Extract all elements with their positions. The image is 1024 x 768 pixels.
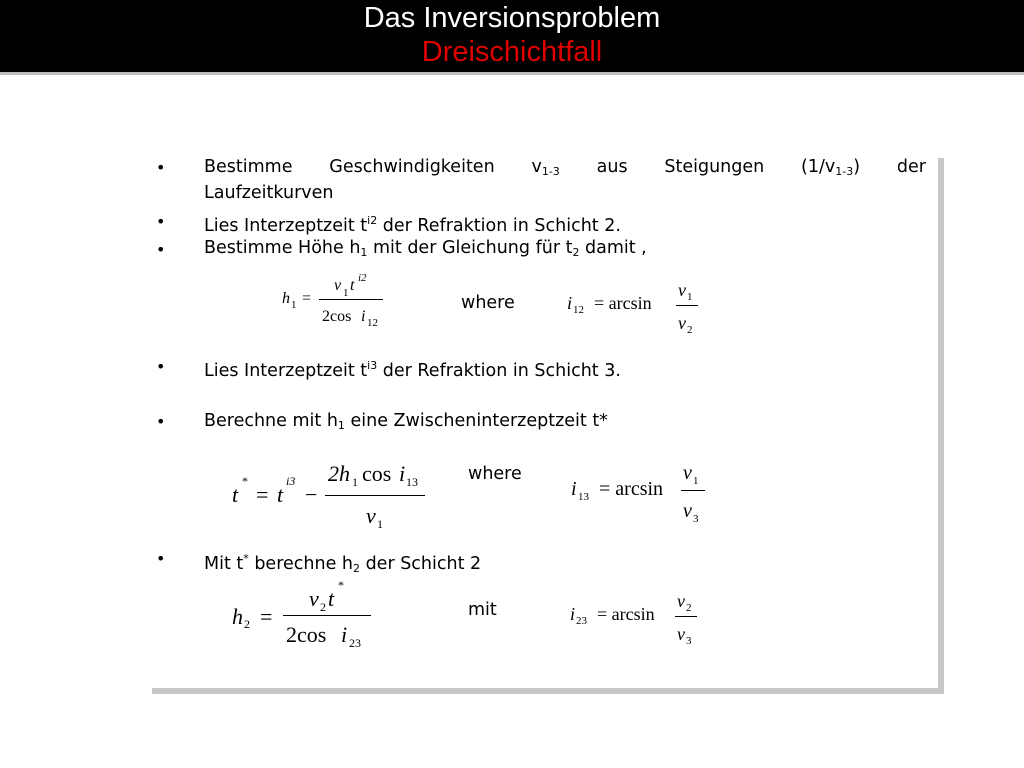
slide-subtitle: Dreischichtfall (421, 36, 603, 68)
slide-title: Das Inversionsproblem (363, 2, 661, 34)
bullet-marker: • (156, 412, 166, 431)
bullet-4: Lies Interzeptzeit $t^{i3}$ der Refraktion in Schicht 3. (204, 359, 621, 381)
bullet-6: Mit t* berechne $h_2$ der Schicht 2 (204, 552, 482, 575)
slide-header (0, 0, 1024, 72)
bullet-2: Lies Interzeptzeit $t^{i2}$ der Refraktion in Schicht 2. (204, 214, 621, 236)
where-label-2: where (468, 464, 522, 484)
where-label-1: where (461, 293, 515, 313)
bullet-marker: • (156, 158, 166, 177)
bullet-1-line-2: Laufzeitkurven (204, 183, 334, 203)
bullet-1-line-1: Bestimme Geschwindigkeiten $v_{1-3}$ aus Steigungen $(1/v_{1-3})$ der (204, 157, 926, 178)
bullet-marker: • (156, 240, 166, 259)
bullet-marker: • (156, 212, 166, 231)
bullet-marker: • (156, 549, 166, 568)
bullet-3: Bestimme Höhe $h_1$ mit der Gleichung für $t_2$ damit , (204, 238, 647, 259)
bullet-5: Berechne mit $h_1$ eine Zwischeninterzeptzeit t* (204, 411, 608, 432)
bullet-marker: • (156, 357, 166, 376)
mit-label: mit (468, 600, 497, 620)
header-shadow (0, 72, 1024, 75)
